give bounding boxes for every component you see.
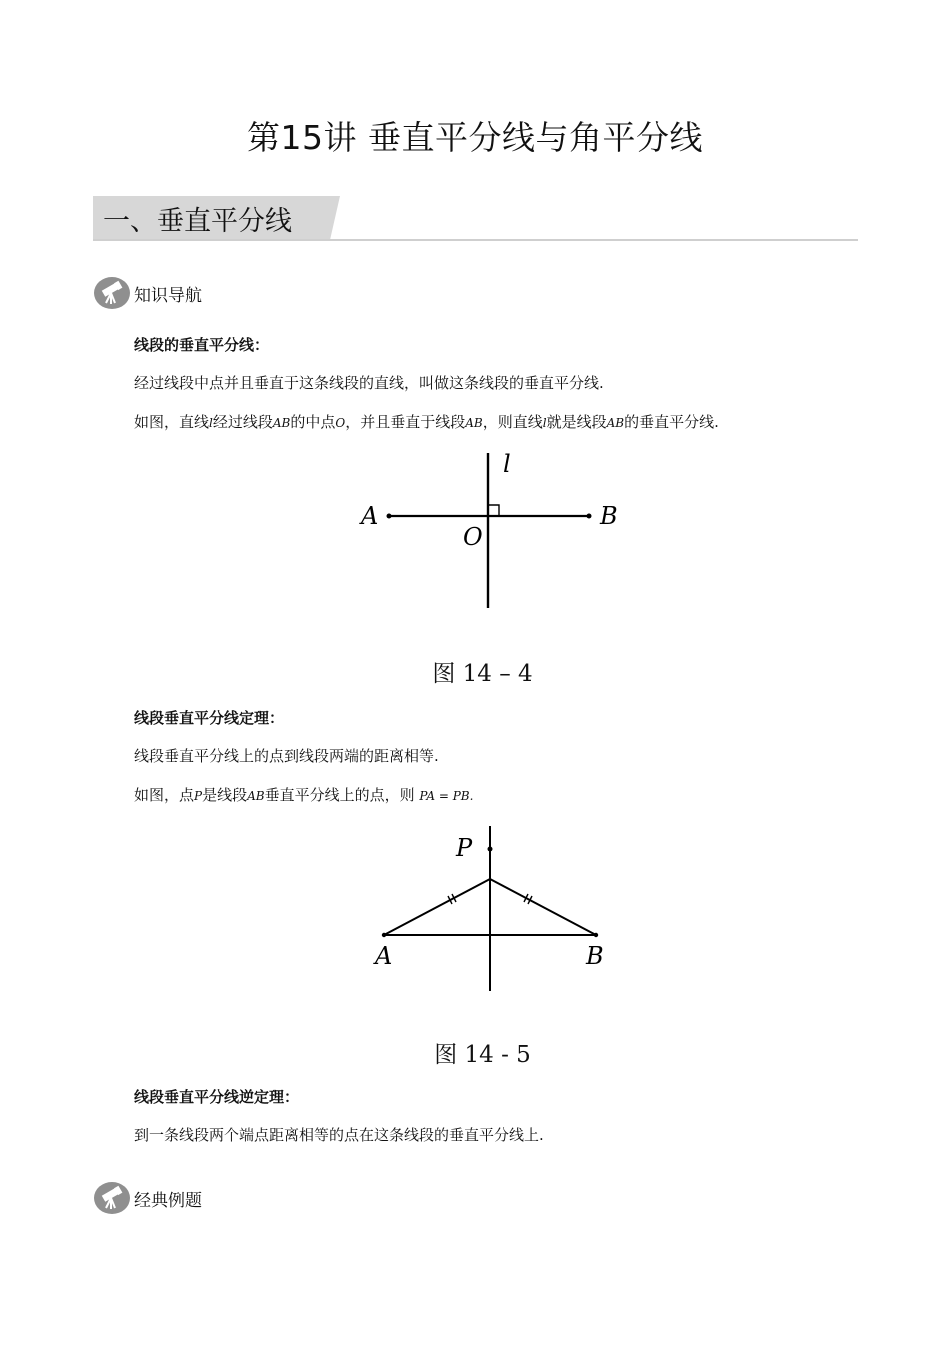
text-run: ，并且垂直于线段 xyxy=(345,413,466,431)
figure-caption: 图 14 – 4 xyxy=(432,661,533,687)
segment-pb xyxy=(490,879,596,935)
examples-label-row xyxy=(94,1181,202,1215)
text-run: 如图，点 xyxy=(134,786,195,804)
telescope-icon xyxy=(94,1182,130,1214)
math-var: AB xyxy=(272,416,291,430)
label-b: B xyxy=(600,502,618,530)
nav-label: 知识导航 xyxy=(134,285,202,306)
label-p: P xyxy=(456,834,473,862)
math-var: AB xyxy=(606,416,625,430)
math-equation: PA = PB. xyxy=(419,789,474,803)
point-a xyxy=(387,514,392,519)
text-run: 的中点 xyxy=(290,413,336,431)
figure-14-5 xyxy=(373,826,604,991)
converse-text: 到一条线段两个端点距离相等的点在这条线段的垂直平分线上. xyxy=(134,1126,544,1144)
theorem-heading: 线段垂直平分线定理： xyxy=(134,709,285,727)
point-p xyxy=(488,847,493,852)
text-run: 就是线段 xyxy=(546,413,607,431)
theorem-example xyxy=(134,784,473,805)
math-var: l xyxy=(542,416,547,430)
examples-label: 经典例题 xyxy=(134,1190,202,1211)
text-run: ，则直线 xyxy=(482,413,543,431)
point-b xyxy=(594,933,598,937)
math-var: AB xyxy=(247,789,265,803)
label-a: A xyxy=(361,502,379,530)
text-run: 是线段 xyxy=(202,786,248,804)
definition-heading: 线段的垂直平分线： xyxy=(134,336,270,354)
figure-caption: 图 14 - 5 xyxy=(434,1042,531,1068)
segment-pa xyxy=(384,879,490,935)
text-run: 的垂直平分线. xyxy=(624,413,719,431)
point-a xyxy=(382,933,386,937)
point-b xyxy=(587,514,592,519)
math-var: O xyxy=(335,416,346,430)
figure-14-4 xyxy=(359,450,618,608)
math-var: AB xyxy=(465,416,483,430)
page-title: 第15讲 垂直平分线与角平分线 xyxy=(247,118,703,157)
text-run: 垂直平分线上的点，则 xyxy=(264,786,420,804)
converse-heading: 线段垂直平分线逆定理： xyxy=(134,1088,300,1106)
theorem-text: 线段垂直平分线上的点到线段两端的距离相等. xyxy=(134,747,439,765)
math-var: P xyxy=(194,789,203,803)
label-a: A xyxy=(375,942,393,970)
right-angle-mark xyxy=(488,505,499,516)
text-run: 经过线段 xyxy=(212,413,273,431)
label-l: l xyxy=(503,450,511,478)
label-o: O xyxy=(463,523,483,551)
math-var: l xyxy=(209,416,213,430)
section-title: 一、垂直平分线 xyxy=(103,206,292,237)
text-run: 如图，直线 xyxy=(134,413,210,431)
definition-text: 经过线段中点并且垂直于这条线段的直线，叫做这条线段的垂直平分线. xyxy=(134,374,604,392)
label-b: B xyxy=(586,942,604,970)
